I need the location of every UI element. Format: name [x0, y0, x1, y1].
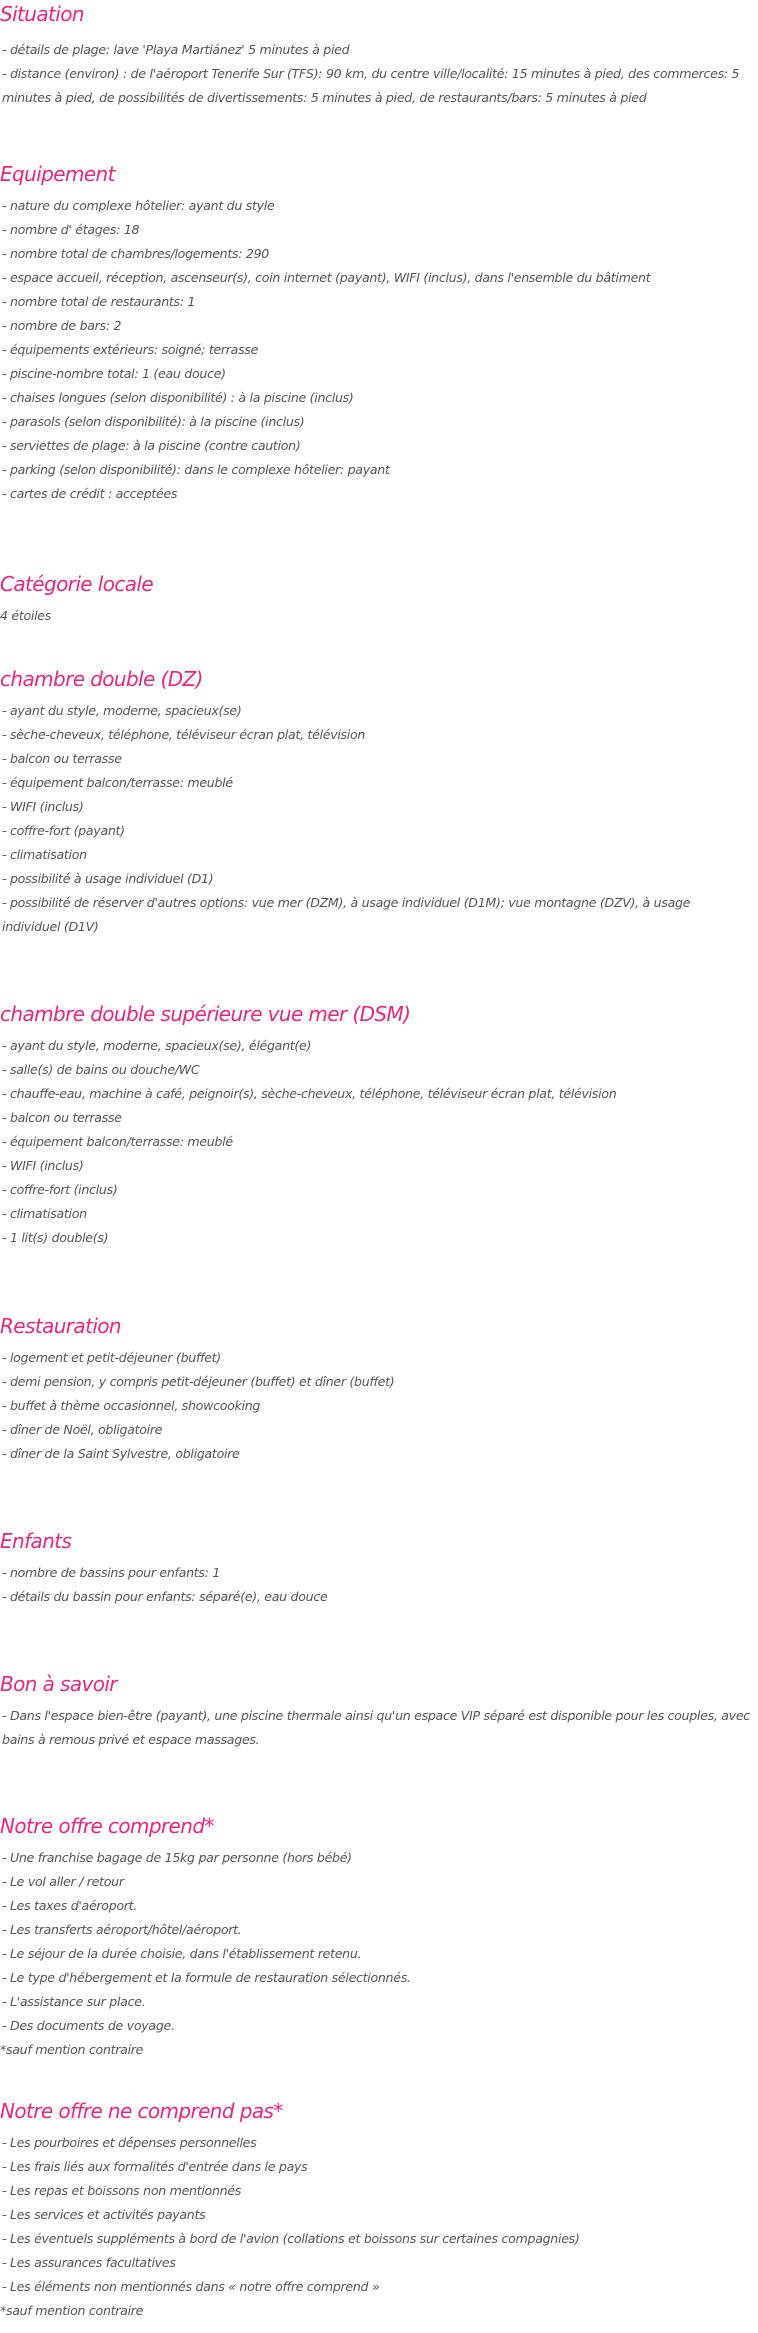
- section-title: Equipement: [0, 162, 115, 186]
- text-line: - parking (selon disponibilité): dans le complexe hôtelier: payant: [2, 462, 390, 477]
- section-equipement: [0, 160, 750, 506]
- section-lines: [0, 604, 750, 628]
- text-line: - nombre total de chambres/logements: 290: [2, 246, 270, 261]
- text-line: - détails du bassin pour enfants: séparé(e), eau douce: [2, 1589, 328, 1604]
- section-title: Notre offre comprend*: [0, 1814, 214, 1838]
- text-line: - dîner de Noël, obligatoire: [2, 1422, 163, 1437]
- text-line: - équipement balcon/terrasse: meublé: [2, 775, 233, 790]
- section-lines: [0, 1346, 750, 1466]
- text-line: - Les taxes d'aéroport.: [2, 1898, 138, 1913]
- text-line: - Les assurances facultatives: [2, 2255, 176, 2270]
- text-line: - logement et petit-déjeuner (buffet): [2, 1350, 221, 1365]
- text-line: - L'assistance sur place.: [2, 1994, 146, 2009]
- text-line: - Dans l'espace bien-être (payant), une piscine thermale ainsi qu'un espace VIP séparé est disponible pour les couples, avec bains à remous privé et espace massages.: [2, 1708, 750, 1747]
- text-line: - Les éléments non mentionnés dans « notre offre comprend »: [2, 2279, 380, 2294]
- text-line: - serviettes de plage: à la piscine (contre caution): [2, 438, 301, 453]
- text-line: - chaises longues (selon disponibilité) : à la piscine (inclus): [2, 390, 354, 405]
- text-line: - climatisation: [2, 1206, 87, 1221]
- text-line: - Une franchise bagage de 15kg par personne (hors bébé): [2, 1850, 352, 1865]
- section-restauration: [0, 1312, 750, 1466]
- section-title: Catégorie locale: [0, 572, 154, 596]
- text-line: - Des documents de voyage.: [2, 2018, 175, 2033]
- section-lines: [0, 699, 750, 939]
- section-categorie-locale: [0, 570, 750, 628]
- section-chambre-superieure: [0, 1000, 750, 1250]
- text-line: - chauffe-eau, machine à café, peignoir(s), sèche-cheveux, téléphone, téléviseur écran plat, télévision: [2, 1086, 617, 1101]
- text-line: - nombre de bars: 2: [2, 318, 122, 333]
- section-lines: [0, 1846, 750, 2062]
- section-title: chambre double (DZ): [0, 667, 203, 691]
- text-line: - possibilité à usage individuel (D1): [2, 871, 214, 886]
- text-line: - cartes de crédit : acceptées: [2, 486, 178, 501]
- text-line: - détails de plage: lave 'Playa Martiánez' 5 minutes à pied: [2, 42, 350, 57]
- text-line: - nombre d' étages: 18: [2, 222, 140, 237]
- text-line: - Les pourboires et dépenses personnelles: [2, 2135, 257, 2150]
- text-line: - possibilité de réserver d'autres options: vue mer (DZM), à usage individuel (D1M); vue montagne (DZV), à usage individuel (D1V): [2, 895, 691, 934]
- section-lines: [0, 1561, 750, 1609]
- text-line: - nombre total de restaurants: 1: [2, 294, 196, 309]
- text-line: - espace accueil, réception, ascenseur(s), coin internet (payant), WIFI (inclus), dans l'ensemble du bâtiment: [2, 270, 651, 285]
- text-line: - équipements extérieurs: soigné; terrasse: [2, 342, 259, 357]
- text-line: - Les frais liés aux formalités d'entrée dans le pays: [2, 2159, 308, 2174]
- text-line: - ayant du style, moderne, spacieux(se), élégant(e): [2, 1038, 312, 1053]
- section-title: Restauration: [0, 1314, 121, 1338]
- text-line: - balcon ou terrasse: [2, 1110, 122, 1125]
- section-title: Notre offre ne comprend pas*: [0, 2099, 283, 2123]
- text-line: - Les éventuels suppléments à bord de l'avion (collations et boissons sur certaines compagnies): [2, 2231, 580, 2246]
- section-offre-comprend: [0, 1812, 750, 2062]
- text-line: - nombre de bassins pour enfants: 1: [2, 1565, 221, 1580]
- text-line: - Le séjour de la durée choisie, dans l'établissement retenu.: [2, 1946, 362, 1961]
- section-lines: [0, 1034, 750, 1250]
- section-title: chambre double supérieure vue mer (DSM): [0, 1002, 411, 1026]
- section-bon-a-savoir: [0, 1670, 750, 1752]
- text-line: - Les services et activités payants: [2, 2207, 206, 2222]
- text-line: - climatisation: [2, 847, 87, 862]
- section-lines: [0, 194, 750, 506]
- text-line: - Le type d'hébergement et la formule de restauration sélectionnés.: [2, 1970, 411, 1985]
- text-line: - distance (environ) : de l'aéroport Tenerife Sur (TFS): 90 km, du centre ville/localité: 15 minutes à pied, des commerces: 5 minutes à pied, de possibilités de divertissements: 5 minutes à pied, de restaurants/bars: 5 minutes à pied: [2, 66, 740, 105]
- text-line: - Les transferts aéroport/hôtel/aéroport.: [2, 1922, 242, 1937]
- text-line: - piscine-nombre total: 1 (eau douce): [2, 366, 226, 381]
- text-line: - demi pension, y compris petit-déjeuner (buffet) et dîner (buffet): [2, 1374, 395, 1389]
- text-line: *sauf mention contraire: [0, 2303, 144, 2318]
- section-chambre-double: [0, 665, 750, 939]
- text-line: - ayant du style, moderne, spacieux(se): [2, 703, 242, 718]
- section-lines: [0, 38, 750, 110]
- section-situation: [0, 0, 750, 110]
- text-line: - Les repas et boissons non mentionnés: [2, 2183, 242, 2198]
- section-title: Situation: [0, 2, 84, 26]
- text-line: - coffre-fort (payant): [2, 823, 125, 838]
- text-line: - parasols (selon disponibilité): à la piscine (inclus): [2, 414, 305, 429]
- text-line: - buffet à thème occasionnel, showcooking: [2, 1398, 261, 1413]
- text-line: *sauf mention contraire: [0, 2042, 144, 2057]
- section-lines: [0, 1704, 750, 1752]
- text-line: - nature du complexe hôtelier: ayant du style: [2, 198, 275, 213]
- text-line: - 1 lit(s) double(s): [2, 1230, 109, 1245]
- section-title: Bon à savoir: [0, 1672, 117, 1696]
- text-line: - WIFI (inclus): [2, 1158, 84, 1173]
- text-line: - balcon ou terrasse: [2, 751, 122, 766]
- section-lines: [0, 2131, 750, 2323]
- section-offre-ne-comprend-pas: [0, 2097, 750, 2323]
- text-line: 4 étoiles: [0, 608, 52, 623]
- text-line: - WIFI (inclus): [2, 799, 84, 814]
- text-line: - Le vol aller / retour: [2, 1874, 124, 1889]
- section-enfants: [0, 1527, 750, 1609]
- text-line: - dîner de la Saint Sylvestre, obligatoire: [2, 1446, 240, 1461]
- text-line: - salle(s) de bains ou douche/WC: [2, 1062, 200, 1077]
- text-line: - sèche-cheveux, téléphone, téléviseur écran plat, télévision: [2, 727, 366, 742]
- section-title: Enfants: [0, 1529, 72, 1553]
- text-line: - équipement balcon/terrasse: meublé: [2, 1134, 233, 1149]
- text-line: - coffre-fort (inclus): [2, 1182, 118, 1197]
